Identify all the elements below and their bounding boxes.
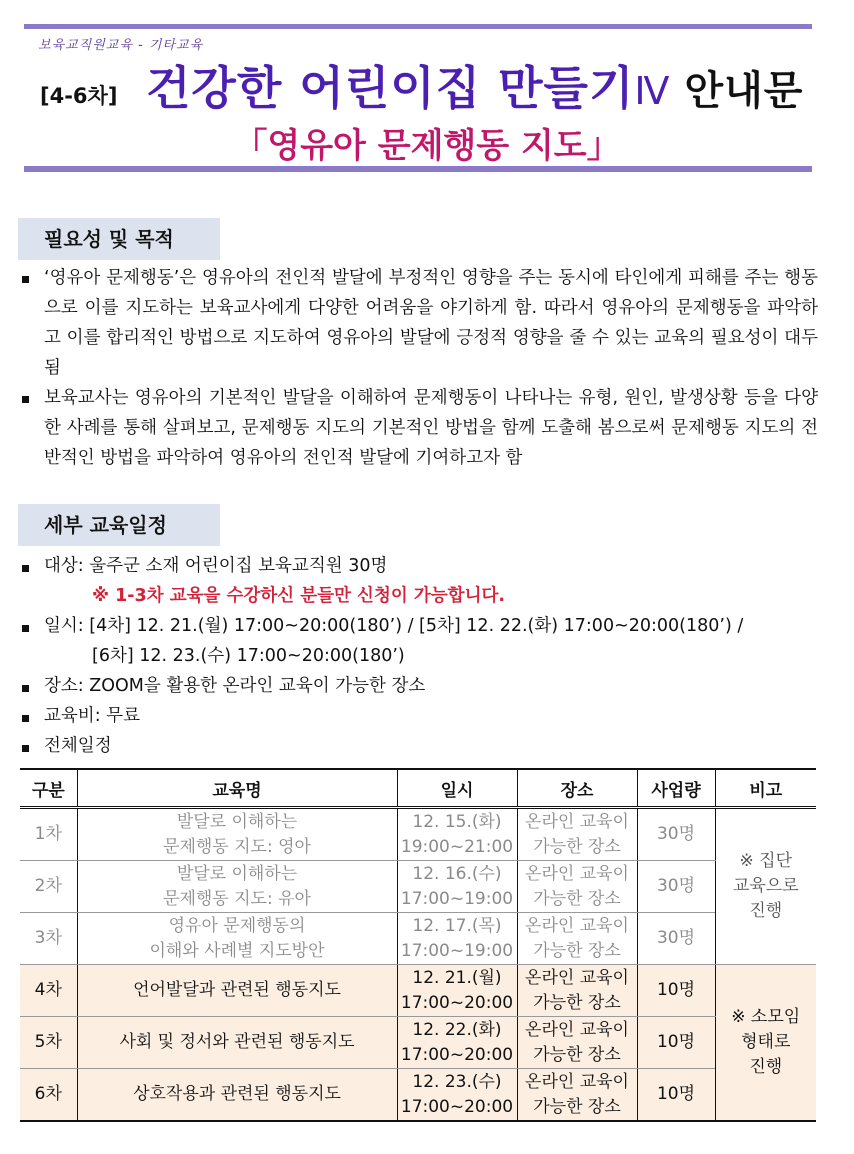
table-row xyxy=(20,861,816,913)
cell-session: 1차 xyxy=(20,808,77,861)
place-line: 장소: ZOOM을 활용한 온라인 교육이 가능한 장소 xyxy=(44,676,426,696)
course-title: 「영유아 문제행동 지도」 xyxy=(233,126,621,166)
purpose-paragraph-2: 보육교사는 영유아의 기본적인 발달을 이해하여 문제행동이 나타나는 유형, 원인, 발생상황 등을 다양한 사례를 통해 살펴보고, 문제행동 지도의 기본적인 방법을 함께 도출해 봄으로써 문제행동 지도의 전반적인 방법을 파악하여 영유아의 전인적 발달에 기여하고자 함 xyxy=(44,388,818,468)
bullet-icon xyxy=(22,276,29,283)
cell-date: 12. 21.(월) xyxy=(412,967,502,988)
bullet-icon xyxy=(22,715,29,722)
cell-place-line1: 온라인 교육이 xyxy=(525,811,629,832)
target-line: 대상: 울주군 소재 어린이집 보육교직원 30명 xyxy=(44,556,388,576)
cell-quantity: 10명 xyxy=(637,1069,715,1122)
cell-name xyxy=(77,861,397,913)
cell-place-line2: 가능한 장소 xyxy=(533,836,621,857)
note-line: 교육으로 xyxy=(732,876,799,896)
cell-session: 5차 xyxy=(20,1017,77,1069)
cell-date: 12. 23.(수) xyxy=(412,1071,502,1092)
cell-datetime xyxy=(397,913,517,965)
cell-name-line2: 문제행동 지도: 영아 xyxy=(163,836,311,857)
col-header-place: 장소 xyxy=(517,769,637,808)
cell-place-line2: 가능한 장소 xyxy=(533,1044,621,1065)
col-header-session: 구분 xyxy=(20,769,77,808)
section-heading-purpose: 필요성 및 목적 xyxy=(18,218,220,260)
cell-place xyxy=(517,861,637,913)
title-roman-numeral: Ⅳ xyxy=(634,69,671,113)
cell-place-line1: 온라인 교육이 xyxy=(525,1071,629,1092)
table-row xyxy=(20,1069,816,1122)
page-title xyxy=(146,52,803,118)
session-tag: [4-6차] xyxy=(40,84,118,108)
cell-name-line2: 문제행동 지도: 유아 xyxy=(163,888,311,909)
cell-session: 2차 xyxy=(20,861,77,913)
bullet-icon xyxy=(22,745,29,752)
col-header-note: 비고 xyxy=(715,769,816,808)
cell-place-line1: 온라인 교육이 xyxy=(525,915,629,936)
cell-name-line2: 이해와 사례별 지도방안 xyxy=(149,940,325,961)
cell-time: 17:00~20:00 xyxy=(400,1044,514,1065)
cell-note-group xyxy=(715,808,816,965)
page-title-text: 건강한 어린이집 만들기 xyxy=(146,61,635,115)
cell-place xyxy=(517,1017,637,1069)
cell-name xyxy=(77,913,397,965)
cell-place xyxy=(517,965,637,1017)
section-heading-schedule: 세부 교육일정 xyxy=(18,504,220,546)
cell-name: 사회 및 정서와 관련된 행동지도 xyxy=(77,1017,397,1069)
cell-quantity: 30명 xyxy=(637,861,715,913)
cell-time: 17:00~20:00 xyxy=(400,992,514,1013)
cell-session: 3차 xyxy=(20,913,77,965)
cell-date: 12. 15.(화) xyxy=(412,811,502,832)
header-top-bar xyxy=(24,24,812,29)
cell-quantity: 10명 xyxy=(637,1017,715,1069)
datetime-line-2: [6차] 12. 23.(수) 17:00~20:00(180’) xyxy=(92,646,405,666)
col-header-quantity: 사업량 xyxy=(637,769,715,808)
table-row xyxy=(20,1017,816,1069)
schedule-table xyxy=(20,768,816,1122)
cell-place xyxy=(517,913,637,965)
cell-session: 4차 xyxy=(20,965,77,1017)
cell-place-line2: 가능한 장소 xyxy=(533,1096,621,1117)
header-bottom-bar xyxy=(24,166,812,172)
cell-datetime xyxy=(397,1017,517,1069)
cell-datetime xyxy=(397,808,517,861)
note-line: ※ 소모임 xyxy=(731,1007,801,1027)
bullet-icon xyxy=(22,396,29,403)
cell-time: 17:00~19:00 xyxy=(400,888,514,909)
cell-place-line1: 온라인 교육이 xyxy=(525,1019,629,1040)
cell-time: 19:00~21:00 xyxy=(400,836,514,857)
cell-place xyxy=(517,808,637,861)
cell-place-line1: 온라인 교육이 xyxy=(525,863,629,884)
header-subtitle: 보육교직원교육 - 기타교육 xyxy=(38,38,204,53)
cell-date: 12. 22.(화) xyxy=(412,1019,502,1040)
fee-line: 교육비: 무료 xyxy=(44,706,140,726)
cell-quantity: 10명 xyxy=(637,965,715,1017)
table-row xyxy=(20,808,816,861)
cell-datetime xyxy=(397,1069,517,1122)
cell-place xyxy=(517,1069,637,1122)
cell-datetime xyxy=(397,965,517,1017)
cell-quantity: 30명 xyxy=(637,913,715,965)
note-line: 진행 xyxy=(749,901,783,921)
cell-name: 언어발달과 관련된 행동지도 xyxy=(77,965,397,1017)
cell-name-line1: 영유아 문제행동의 xyxy=(168,915,306,936)
note-line: ※ 집단 xyxy=(739,851,792,871)
col-header-datetime: 일시 xyxy=(397,769,517,808)
note-line: 진행 xyxy=(749,1057,783,1077)
cell-date: 12. 16.(수) xyxy=(412,863,502,884)
cell-place-line1: 온라인 교육이 xyxy=(525,967,629,988)
cell-datetime xyxy=(397,861,517,913)
cell-place-line2: 가능한 장소 xyxy=(533,992,621,1013)
cell-name xyxy=(77,808,397,861)
table-header-row xyxy=(20,769,816,808)
overall-schedule-label: 전체일정 xyxy=(44,736,112,756)
datetime-line-1: 일시: [4차] 12. 21.(월) 17:00~20:00(180’) / [5차] 12. 22.(화) 17:00~20:00(180’) / xyxy=(44,616,744,636)
notice-line: ※ 1-3차 교육을 수강하신 분들만 신청이 가능합니다. xyxy=(92,586,506,606)
col-header-name: 교육명 xyxy=(77,769,397,808)
cell-date: 12. 17.(목) xyxy=(412,915,502,936)
bullet-icon xyxy=(22,565,29,572)
cell-name-line1: 발달로 이해하는 xyxy=(176,863,298,884)
cell-name-line1: 발달로 이해하는 xyxy=(176,811,298,832)
bullet-icon xyxy=(22,685,29,692)
purpose-paragraph-1: ‘영유아 문제행동’은 영유아의 전인적 발달에 부정적인 영향을 주는 동시에 타인에게 피해를 주는 행동으로 이를 지도하는 보육교사에게 다양한 어려움을 야기하게 함. 따라서 영유아의 문제행동을 파악하고 이를 합리적인 방법으로 지도하여 영유아의 발달에 긍정적 영향을 줄 수 있는 교육의 필요성이 대두됨 xyxy=(44,268,818,378)
table-row xyxy=(20,965,816,1017)
title-guide: 안내문 xyxy=(684,68,804,114)
table-row xyxy=(20,913,816,965)
note-line: 형태로 xyxy=(741,1032,791,1052)
bullet-icon xyxy=(22,625,29,632)
cell-note-group xyxy=(715,965,816,1122)
cell-time: 17:00~19:00 xyxy=(400,940,514,961)
cell-name: 상호작용과 관련된 행동지도 xyxy=(77,1069,397,1122)
cell-place-line2: 가능한 장소 xyxy=(533,888,621,909)
cell-session: 6차 xyxy=(20,1069,77,1122)
cell-time: 17:00~20:00 xyxy=(400,1096,514,1117)
cell-quantity: 30명 xyxy=(637,808,715,861)
cell-place-line2: 가능한 장소 xyxy=(533,940,621,961)
